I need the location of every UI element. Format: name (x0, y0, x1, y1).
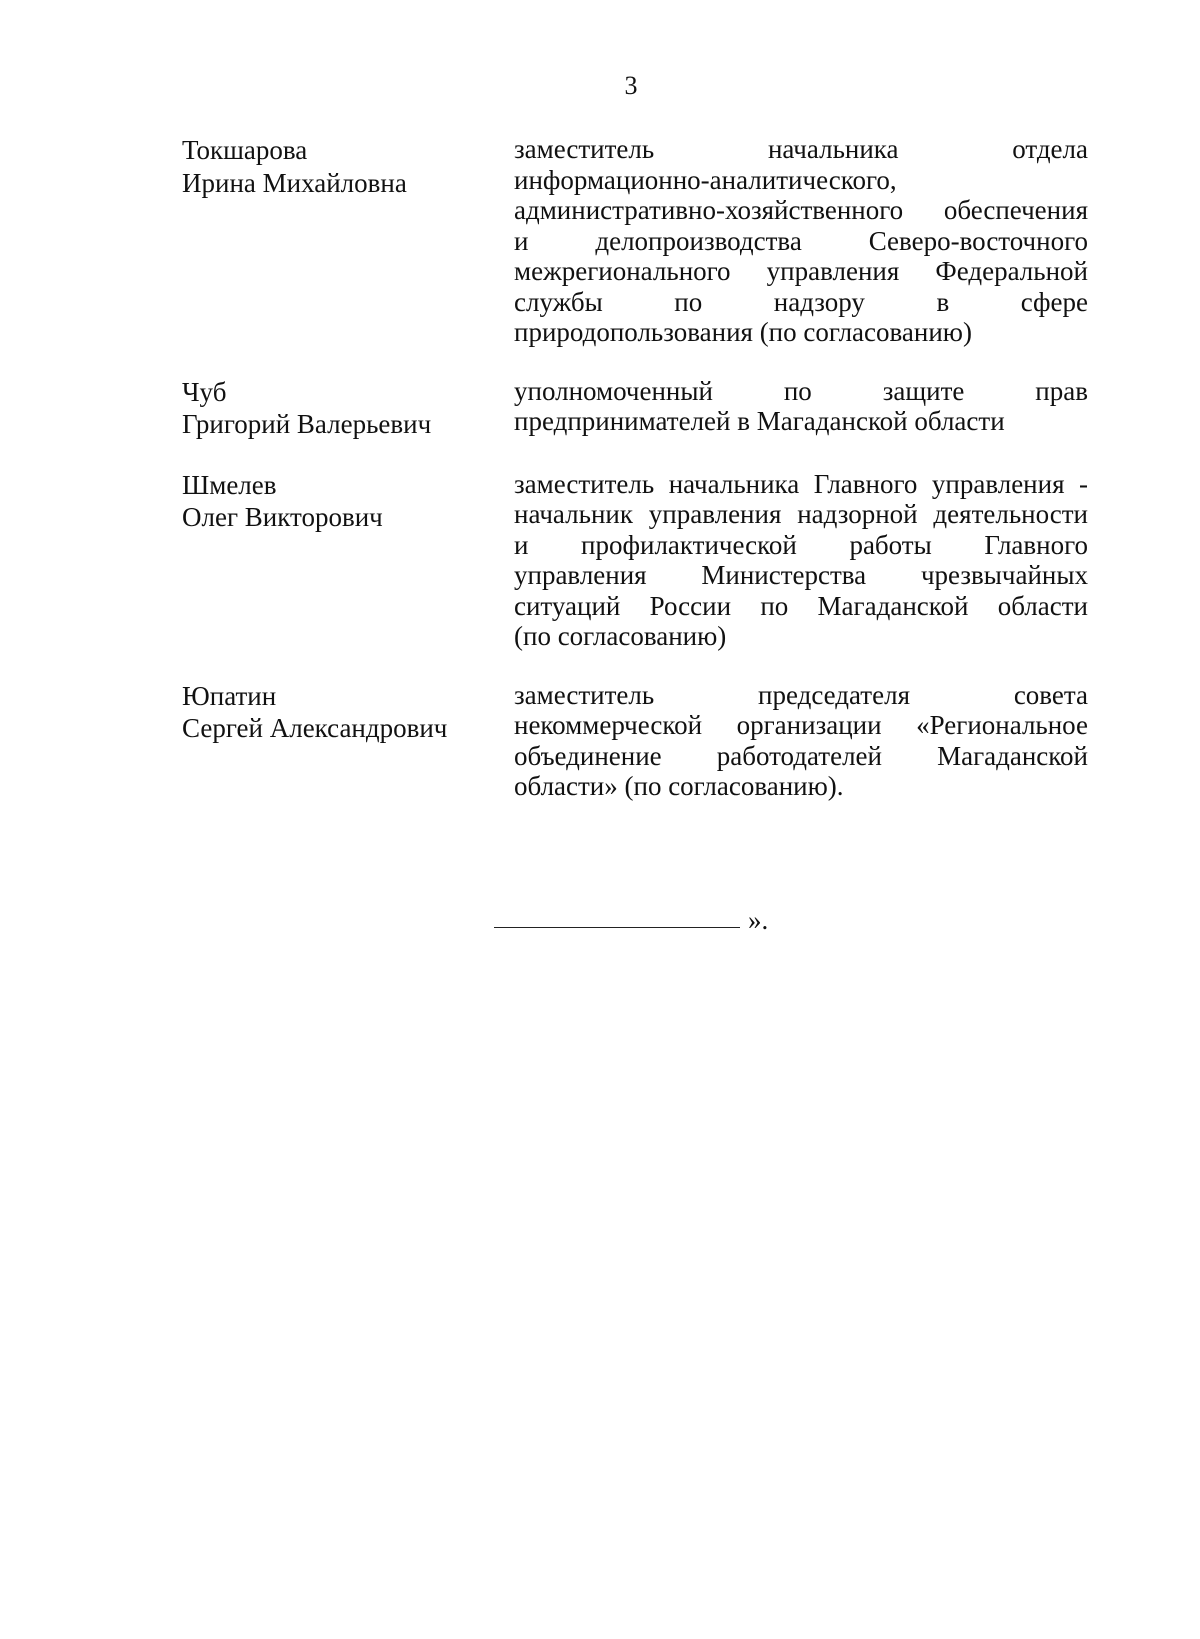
member-surname: Токшарова (182, 135, 308, 165)
position-line: заместитель председателя совета (514, 679, 1088, 710)
position-line: начальник управления надзорной деятельности (514, 499, 1088, 529)
position-line: и профилактической работы Главного (514, 529, 1088, 560)
member-name (182, 680, 514, 802)
position-line: и делопроизводства Северо-восточного (514, 225, 1088, 256)
closing (494, 896, 768, 936)
position-line: природопользования (по согласованию) (514, 317, 972, 347)
member-surname: Чуб (182, 376, 227, 407)
member-entry (182, 376, 1088, 441)
member-position (514, 680, 1088, 802)
page-number: 3 (624, 71, 638, 100)
position-line: предпринимателей в Магаданской области (514, 406, 1005, 436)
member-surname: Шмелев (182, 469, 277, 500)
closing-mark: ». (748, 905, 769, 935)
position-line: управления Министерства чрезвычайных (514, 560, 1088, 590)
position-line: информационно-аналитического, (514, 164, 897, 195)
members-list (182, 134, 1088, 802)
position-line: некоммерческой организации «Региональное (514, 710, 1088, 740)
member-given-names: Олег Викторович (182, 502, 383, 532)
member-position (514, 469, 1088, 652)
member-position (514, 134, 1088, 348)
member-surname: Юпатин (182, 680, 277, 711)
position-line: области» (по согласованию). (514, 771, 844, 801)
position-line: ситуаций России по Магаданской области (514, 590, 1088, 621)
member-position (514, 376, 1088, 441)
member-given-names: Григорий Валерьевич (182, 409, 432, 439)
member-entry (182, 134, 1088, 348)
position-line: межрегионального управления Федеральной (514, 256, 1088, 286)
position-line: заместитель начальника Главного управления - (514, 468, 1088, 499)
position-line: административно-хозяйственного обеспечения (514, 195, 1088, 225)
member-entry (182, 469, 1088, 652)
member-name (182, 134, 514, 348)
position-line: уполномоченный по защите прав (514, 375, 1088, 406)
member-entry (182, 680, 1088, 802)
position-line: заместитель начальника отдела (514, 134, 1088, 164)
member-given-names: Ирина Михайловна (182, 167, 407, 198)
member-name (182, 376, 514, 441)
member-name (182, 469, 514, 652)
member-given-names: Сергей Александрович (182, 713, 448, 743)
position-line: объединение работодателей Магаданской (514, 740, 1088, 771)
position-line: (по согласованию) (514, 621, 727, 651)
closing-rule (494, 927, 740, 928)
position-line: службы по надзору в сфере (514, 286, 1088, 317)
